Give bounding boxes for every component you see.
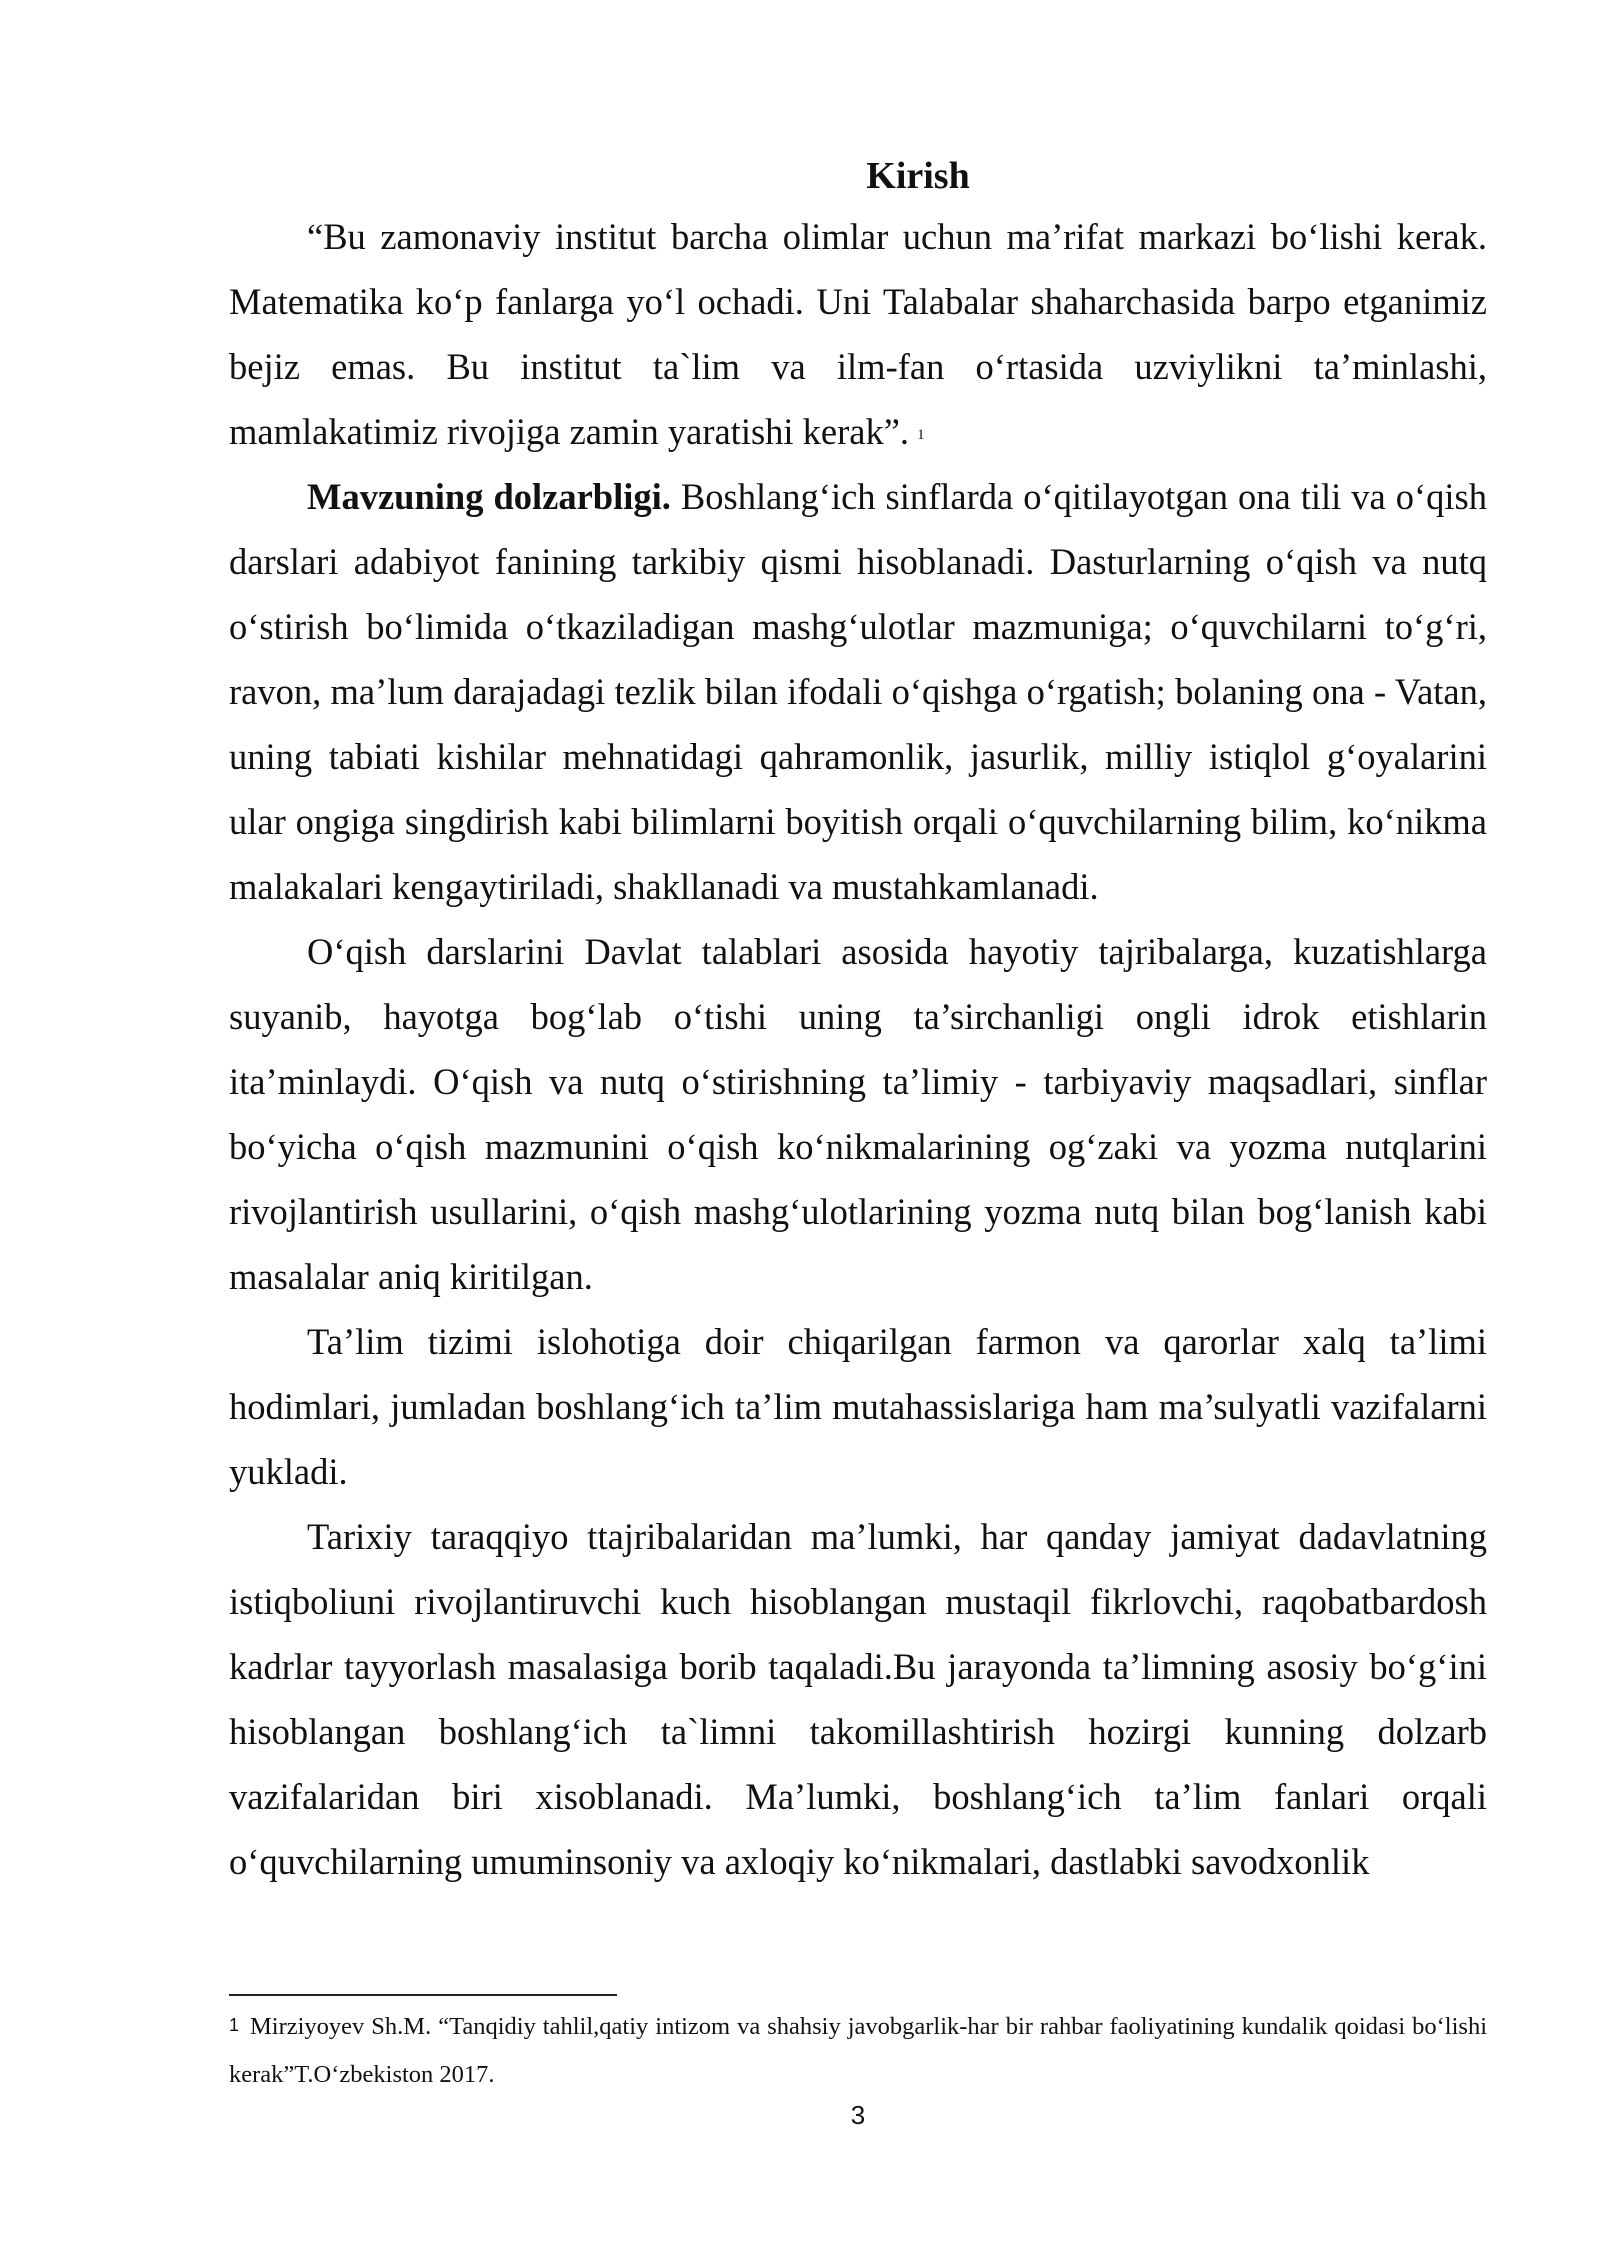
- reading-lessons-text: O‘qish darslarini Davlat talablari asosida hayotiy tajribalarga, kuzatishlarga suyanib, hayotga bog‘lab o‘tishi uning ta’sirchanligi ongli idrok etishlarin ita’minlaydi. O‘qish va nutq o‘stirishning ta’limiy - tarbiyaviy maqsadlari, sinflar bo‘yicha o‘qish mazmunini o‘qish ko‘nikmalarining og‘zaki va yozma nutqlarini rivojlantirish usullarini, o‘qish mashg‘ulotlarining yozma nutq bilan bog‘lanish kabi masalalar aniq kiritilgan.: [229, 931, 1487, 1297]
- paragraph-history: [229, 1504, 1487, 1894]
- paragraph-reforms: [229, 1309, 1487, 1504]
- footnote-reference[interactable]: 1: [917, 427, 925, 443]
- reforms-text: Ta’lim tizimi islohotiga doir chiqarilgan farmon va qarorlar xalq ta’limi hodimlari, jumladan boshlang‘ich ta’lim mutahassislariga ham ma’sulyatli vazifalarni yukladi.: [229, 1321, 1487, 1492]
- footnote-number: 1: [229, 2015, 240, 2035]
- page-number: 3: [850, 2100, 866, 2130]
- footnote-text: Mirziyoyev Sh.M. “Tanqidiy tahlil,qatiy intizom va shahsiy javobgarlik-har bir rahbar faoliyatining kundalik qoidasi bo‘lishi kerak”T.O‘zbekiston 2017.: [229, 2013, 1487, 2088]
- section-heading: Kirish: [866, 155, 970, 197]
- paragraph-reading-lessons: [229, 919, 1487, 1309]
- history-text: Tarixiy taraqqiyo ttajribalaridan ma’lumki, har qanday jamiyat dadavlatning istiqboliuni rivojlantiruvchi kuch hisoblangan mustaqil fikrlovchi, raqobatbardosh kadrlar tayyorlash masalasiga borib taqaladi.Bu jarayonda ta’limning asosiy bo‘g‘ini hisoblangan boshlang‘ich ta`limni takomillashtirish hozirgi kunning dolzarb vazifalaridan biri xisoblanadi. Ma’lumki, boshlang‘ich ta’lim fanlari orqali o‘quvchilarning umuminsoniy va axloqiy ko‘nikmalari, dastlabki savodxonlik: [229, 1516, 1487, 1882]
- relevance-lead: Mavzuning dolzarbligi.: [307, 476, 671, 517]
- relevance-text: Boshlang‘ich sinflarda o‘qitilayotgan ona tili va o‘qish darslari adabiyot fanining tarkibiy qismi hisoblanadi. Dasturlarning o‘qish va nutq o‘stirish bo‘limida o‘tkaziladigan mashg‘ulotlar mazmuniga; o‘quvchilarni to‘g‘ri, ravon, ma’lum darajadagi tezlik bilan ifodali o‘qishga o‘rgatish; bolaning ona - Vatan, uning tabiati kishilar mehnatidagi qahramonlik, jasurlik, milliy istiqlol g‘oyalarini ular ongiga singdirish kabi bilimlarni boyitish orqali o‘quvchilarning bilim, ko‘nikma malakalari kengaytiriladi, shakllanadi va mustahkamlanadi.: [229, 476, 1487, 907]
- paragraph-quote: [229, 204, 1487, 464]
- quote-text: “Bu zamonaviy institut barcha olimlar uchun ma’rifat markazi bo‘lishi kerak. Matematika ko‘p fanlarga yo‘l ochadi. Uni Talabalar shaharchasida barpo etganimiz bejiz emas. Bu institut ta`lim va ilm-fan o‘rtasida uzviylikni ta’minlashi, mamlakatimiz rivojiga zamin yaratishi kerak”.: [229, 216, 1487, 452]
- paragraph-relevance: [229, 464, 1487, 919]
- footnote: [229, 2003, 1487, 2099]
- body-text: [229, 148, 1487, 1894]
- footnote-separator: [229, 1994, 617, 1996]
